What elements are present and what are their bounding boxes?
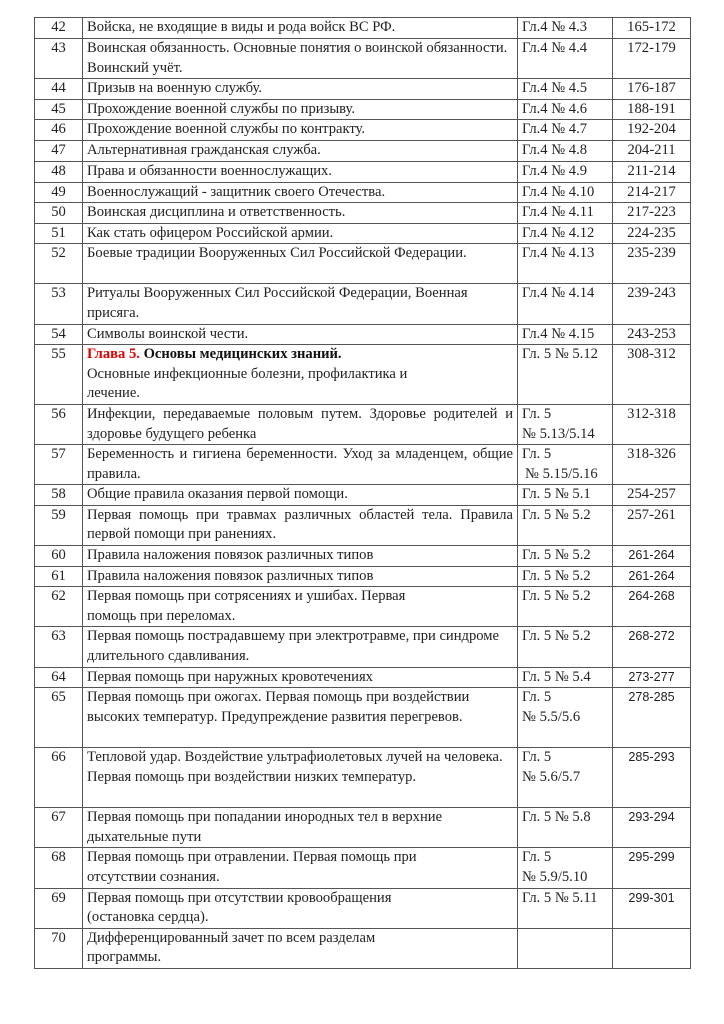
lesson-number: 46 — [35, 120, 83, 141]
table-row — [35, 566, 691, 587]
lesson-topic: Прохождение военной службы по контракту. — [83, 120, 518, 141]
lesson-topic: Первая помощь при попадании инородных тел в верхние дыхательные пути — [83, 808, 518, 848]
page-range: 257-261 — [613, 505, 691, 545]
textbook-reference: Гл.4 № 4.7 — [518, 120, 613, 141]
lesson-topic: Призыв на военную службу. — [83, 79, 518, 100]
table-row — [35, 546, 691, 567]
lesson-topic: Правила наложения повязок различных типов — [83, 546, 518, 567]
textbook-reference: Гл.4 № 4.8 — [518, 140, 613, 161]
reference-chapter: Гл. 5 — [522, 849, 552, 866]
textbook-reference — [518, 748, 613, 808]
lesson-number: 66 — [35, 748, 83, 808]
textbook-reference: Гл.4 № 4.12 — [518, 223, 613, 244]
lesson-topic: Первая помощь при сотрясениях и ушибах. Первая помощь при переломах. — [83, 587, 518, 627]
lesson-number: 42 — [35, 18, 83, 39]
textbook-reference: Гл. 5 № 5.12 — [518, 345, 613, 405]
page-range: 261-264 — [613, 566, 691, 587]
table-row — [35, 223, 691, 244]
textbook-reference: Гл. 5 № 5.4 — [518, 667, 613, 688]
lesson-number: 47 — [35, 140, 83, 161]
table-row — [35, 587, 691, 627]
lesson-topic: Воинская обязанность. Основные понятия о воинской обязанности. Воинский учёт. — [83, 39, 518, 79]
table-row — [35, 99, 691, 120]
table-row — [35, 161, 691, 182]
lesson-topic: Войска, не входящие в виды и рода войск ВС РФ. — [83, 18, 518, 39]
lesson-topic: Первая помощь при отсутствии кровообращения (остановка сердца). — [83, 888, 518, 928]
lesson-number: 61 — [35, 566, 83, 587]
textbook-reference: Гл. 5 № 5.2 — [518, 546, 613, 567]
page-range: 308-312 — [613, 345, 691, 405]
table-row — [35, 284, 691, 324]
table-row — [35, 848, 691, 888]
table-row — [35, 120, 691, 141]
lesson-topic: Боевые традиции Вооруженных Сил Российской Федерации. — [83, 244, 518, 284]
page-range: 312-318 — [613, 404, 691, 444]
table-row — [35, 182, 691, 203]
page-range — [613, 928, 691, 968]
chapter-title: Основы медицинских знаний. — [143, 346, 342, 363]
page-range: 204-211 — [613, 140, 691, 161]
table-row — [35, 244, 691, 284]
lesson-topic: Дифференцированный зачет по всем разделам программы. — [83, 928, 518, 968]
table-row — [35, 688, 691, 748]
table-row — [35, 140, 691, 161]
table-row — [35, 18, 691, 39]
page-range: 217-223 — [613, 203, 691, 224]
textbook-reference: Гл.4 № 4.14 — [518, 284, 613, 324]
lesson-topic: Альтернативная гражданская служба. — [83, 140, 518, 161]
reference-chapter: Гл. 5 — [522, 446, 552, 463]
lesson-topic: Беременность и гигиена беременности. Уход за младенцем, общие правила. — [83, 445, 518, 485]
lesson-number: 59 — [35, 505, 83, 545]
textbook-reference: Гл. 5 № 5.2 — [518, 505, 613, 545]
reference-paragraph: № 5.13/5.14 — [522, 425, 595, 442]
table-row — [35, 445, 691, 485]
lesson-number: 52 — [35, 244, 83, 284]
textbook-reference: Гл. 5 № 5.1 — [518, 485, 613, 506]
page-range: 188-191 — [613, 99, 691, 120]
page-range: 293-294 — [613, 808, 691, 848]
table-body — [35, 18, 691, 969]
table-row — [35, 505, 691, 545]
lesson-plan-table — [34, 17, 691, 969]
page-range: 176-187 — [613, 79, 691, 100]
lesson-topic: Общие правила оказания первой помощи. — [83, 485, 518, 506]
table-row — [35, 39, 691, 79]
table-row — [35, 667, 691, 688]
page-range: 239-243 — [613, 284, 691, 324]
lesson-number: 68 — [35, 848, 83, 888]
reference-chapter: Гл. 5 — [522, 405, 552, 422]
reference-paragraph: № 5.6/5.7 — [522, 768, 581, 785]
lesson-number: 50 — [35, 203, 83, 224]
lesson-number: 55 — [35, 345, 83, 405]
page-range: 295-299 — [613, 848, 691, 888]
lesson-number: 49 — [35, 182, 83, 203]
table-row — [35, 888, 691, 928]
lesson-number: 43 — [35, 39, 83, 79]
lesson-topic: Тепловой удар. Воздействие ультрафиолетовых лучей на человека. Первая помощь при воздействии низких температур. — [83, 748, 518, 808]
lesson-number: 65 — [35, 688, 83, 748]
table-row — [35, 324, 691, 345]
lesson-number: 56 — [35, 404, 83, 444]
reference-chapter: Гл. 5 — [522, 749, 552, 766]
lesson-number: 70 — [35, 928, 83, 968]
page-range: 211-214 — [613, 161, 691, 182]
lesson-topic: Символы воинской чести. — [83, 324, 518, 345]
table-row — [35, 928, 691, 968]
page-range: 243-253 — [613, 324, 691, 345]
lesson-number: 45 — [35, 99, 83, 120]
page-range: 172-179 — [613, 39, 691, 79]
lesson-topic: Прохождение военной службы по призыву. — [83, 99, 518, 120]
textbook-reference: Гл.4 № 4.15 — [518, 324, 613, 345]
textbook-reference: Гл. 5 № 5.11 — [518, 888, 613, 928]
textbook-reference: Гл. 5 № 5.2 — [518, 566, 613, 587]
textbook-reference — [518, 928, 613, 968]
lesson-topic: Воинская дисциплина и ответственность. — [83, 203, 518, 224]
lesson-topic: Правила наложения повязок различных типов — [83, 566, 518, 587]
lesson-number: 44 — [35, 79, 83, 100]
page-range: 192-204 — [613, 120, 691, 141]
textbook-reference — [518, 688, 613, 748]
textbook-reference — [518, 404, 613, 444]
chapter-heading — [87, 345, 513, 365]
lesson-number: 63 — [35, 627, 83, 667]
table-row — [35, 485, 691, 506]
textbook-reference: Гл.4 № 4.4 — [518, 39, 613, 79]
textbook-reference: Гл.4 № 4.3 — [518, 18, 613, 39]
lesson-number: 58 — [35, 485, 83, 506]
lesson-topic: Права и обязанности военнослужащих. — [83, 161, 518, 182]
table-row — [35, 627, 691, 667]
textbook-reference: Гл.4 № 4.5 — [518, 79, 613, 100]
textbook-reference: Гл. 5 № 5.2 — [518, 627, 613, 667]
lesson-topic: Первая помощь при ожогах. Первая помощь при воздействии высоких температур. Предупреждение развития перегревов. — [83, 688, 518, 748]
page-range: 235-239 — [613, 244, 691, 284]
chapter-label: Глава 5. — [87, 346, 140, 363]
lesson-topic: Первая помощь при травмах различных областей тела. Правила первой помощи при ранениях. — [83, 505, 518, 545]
lesson-topic: Инфекции, передаваемые половым путем. Здоровье родителей и здоровье будущего ребенка — [83, 404, 518, 444]
lesson-number: 48 — [35, 161, 83, 182]
lesson-number: 51 — [35, 223, 83, 244]
textbook-reference: Гл.4 № 4.6 — [518, 99, 613, 120]
reference-paragraph: № 5.15/5.16 — [525, 465, 598, 482]
textbook-reference — [518, 848, 613, 888]
lesson-topic: Первая помощь при отравлении. Первая помощь при отсутствии сознания. — [83, 848, 518, 888]
lesson-number: 62 — [35, 587, 83, 627]
table-row — [35, 808, 691, 848]
page-range: 261-264 — [613, 546, 691, 567]
page-range: 273-277 — [613, 667, 691, 688]
table-row-chapter-start — [35, 345, 691, 405]
page-range: 264-268 — [613, 587, 691, 627]
textbook-reference: Гл.4 № 4.11 — [518, 203, 613, 224]
table-row — [35, 748, 691, 808]
page-range: 254-257 — [613, 485, 691, 506]
reference-paragraph: № 5.9/5.10 — [522, 869, 588, 885]
lesson-topic-text: Основные инфекционные болезни, профилактика и лечение. — [87, 365, 408, 402]
textbook-reference — [518, 445, 613, 485]
reference-paragraph: № 5.5/5.6 — [522, 708, 581, 725]
lesson-number: 57 — [35, 445, 83, 485]
textbook-reference: Гл.4 № 4.13 — [518, 244, 613, 284]
page-range: 318-326 — [613, 445, 691, 485]
lesson-number: 53 — [35, 284, 83, 324]
textbook-reference: Гл.4 № 4.9 — [518, 161, 613, 182]
textbook-reference: Гл.4 № 4.10 — [518, 182, 613, 203]
lesson-topic: Первая помощь пострадавшему при электротравме, при синдроме длительного сдавливания. — [83, 627, 518, 667]
textbook-reference: Гл. 5 № 5.8 — [518, 808, 613, 848]
lesson-number: 64 — [35, 667, 83, 688]
page-range: 285-293 — [613, 748, 691, 808]
page-range: 299-301 — [613, 888, 691, 928]
textbook-reference: Гл. 5 № 5.2 — [518, 587, 613, 627]
lesson-topic — [83, 345, 518, 405]
page-range: 224-235 — [613, 223, 691, 244]
table-row — [35, 404, 691, 444]
table-row — [35, 79, 691, 100]
lesson-topic: Первая помощь при наружных кровотечениях — [83, 667, 518, 688]
reference-chapter: Гл. 5 — [522, 689, 552, 706]
lesson-number: 69 — [35, 888, 83, 928]
lesson-topic: Ритуалы Вооруженных Сил Российской Федерации, Военная присяга. — [83, 284, 518, 324]
table-row — [35, 203, 691, 224]
page-range: 214-217 — [613, 182, 691, 203]
lesson-number: 60 — [35, 546, 83, 567]
page-range: 165-172 — [613, 18, 691, 39]
lesson-topic: Как стать офицером Российской армии. — [83, 223, 518, 244]
lesson-number: 54 — [35, 324, 83, 345]
lesson-topic: Военнослужащий - защитник своего Отечества. — [83, 182, 518, 203]
lesson-number: 67 — [35, 808, 83, 848]
page-range: 278-285 — [613, 688, 691, 748]
page-range: 268-272 — [613, 627, 691, 667]
